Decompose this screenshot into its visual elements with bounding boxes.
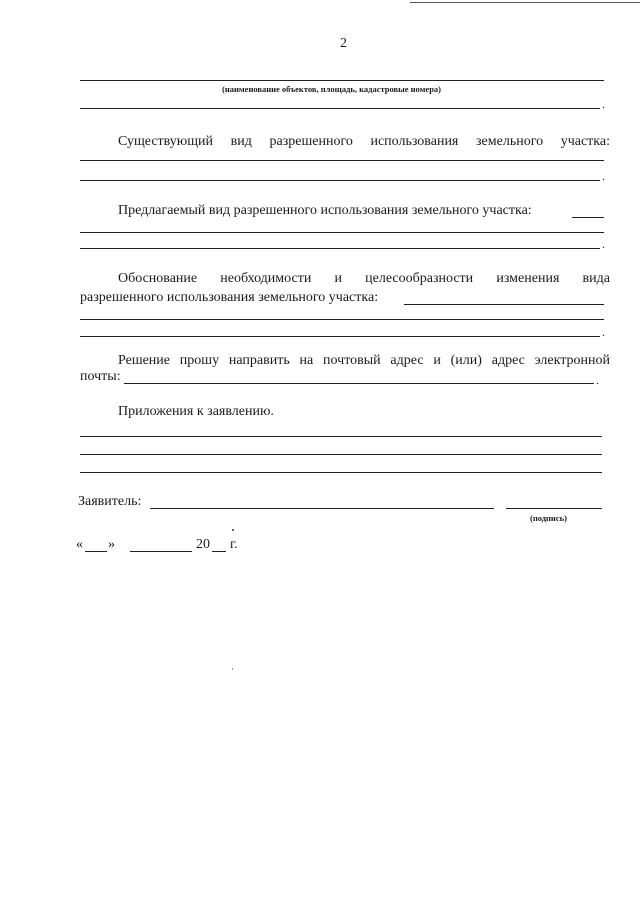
delivery-label-line-2: почты: [80,369,121,384]
date-month-line[interactable] [130,551,192,552]
existing-use-end-mark: . [602,169,605,183]
proposed-use-label: Предлагаемый вид разрешенного использования земельного участка: [118,203,532,218]
delivery-label-line-1: Решение прошу направить на почтовый адрес и (или) адрес электронной [118,353,610,368]
objects-field-line-2[interactable] [80,108,600,109]
justification-end-mark: . [602,325,605,339]
proposed-use-line-1[interactable] [80,232,604,233]
page-number: 2 [340,36,347,51]
justification-line-1[interactable] [80,319,604,320]
existing-use-line-2[interactable] [80,180,600,181]
objects-field-line-1[interactable] [80,80,604,81]
delivery-address-line[interactable] [124,383,594,384]
delivery-end-mark: . [596,373,599,387]
proposed-use-end-mark: . [602,237,605,251]
justification-inline-line[interactable] [404,304,604,305]
existing-use-line-1[interactable] [80,160,604,161]
date-year-prefix: 20 [196,537,210,552]
proposed-use-inline-line[interactable] [572,217,604,218]
objects-field-caption: (наименование объектов, площадь, кадастровые номера) [222,84,442,94]
date-year-suffix: г. [230,537,238,552]
objects-end-mark: . [602,97,605,111]
justification-label-line-1: Обоснование необходимости и целесообразности изменения вида [118,271,610,286]
justification-line-2[interactable] [80,336,600,337]
signature-line[interactable] [506,508,602,509]
attachments-line-3[interactable] [80,472,602,473]
date-open-quote: « [76,537,83,552]
existing-use-label: Существующий вид разрешенного использования земельного участка: [118,134,610,149]
justification-label-line-2: разрешенного использования земельного участка: [80,290,379,305]
scan-speck [232,668,233,670]
applicant-label: Заявитель: [78,494,142,509]
date-day-line[interactable] [85,551,107,552]
scan-speck [232,529,234,531]
attachments-label: Приложения к заявлению. [118,404,274,419]
date-close-quote: » [108,537,115,552]
date-year-line[interactable] [212,551,226,552]
attachments-line-1[interactable] [80,436,602,437]
signature-caption: (подпись) [530,513,567,523]
applicant-name-line[interactable] [150,508,494,509]
top-edge-rule [410,2,640,3]
proposed-use-line-2[interactable] [80,248,600,249]
attachments-line-2[interactable] [80,454,602,455]
